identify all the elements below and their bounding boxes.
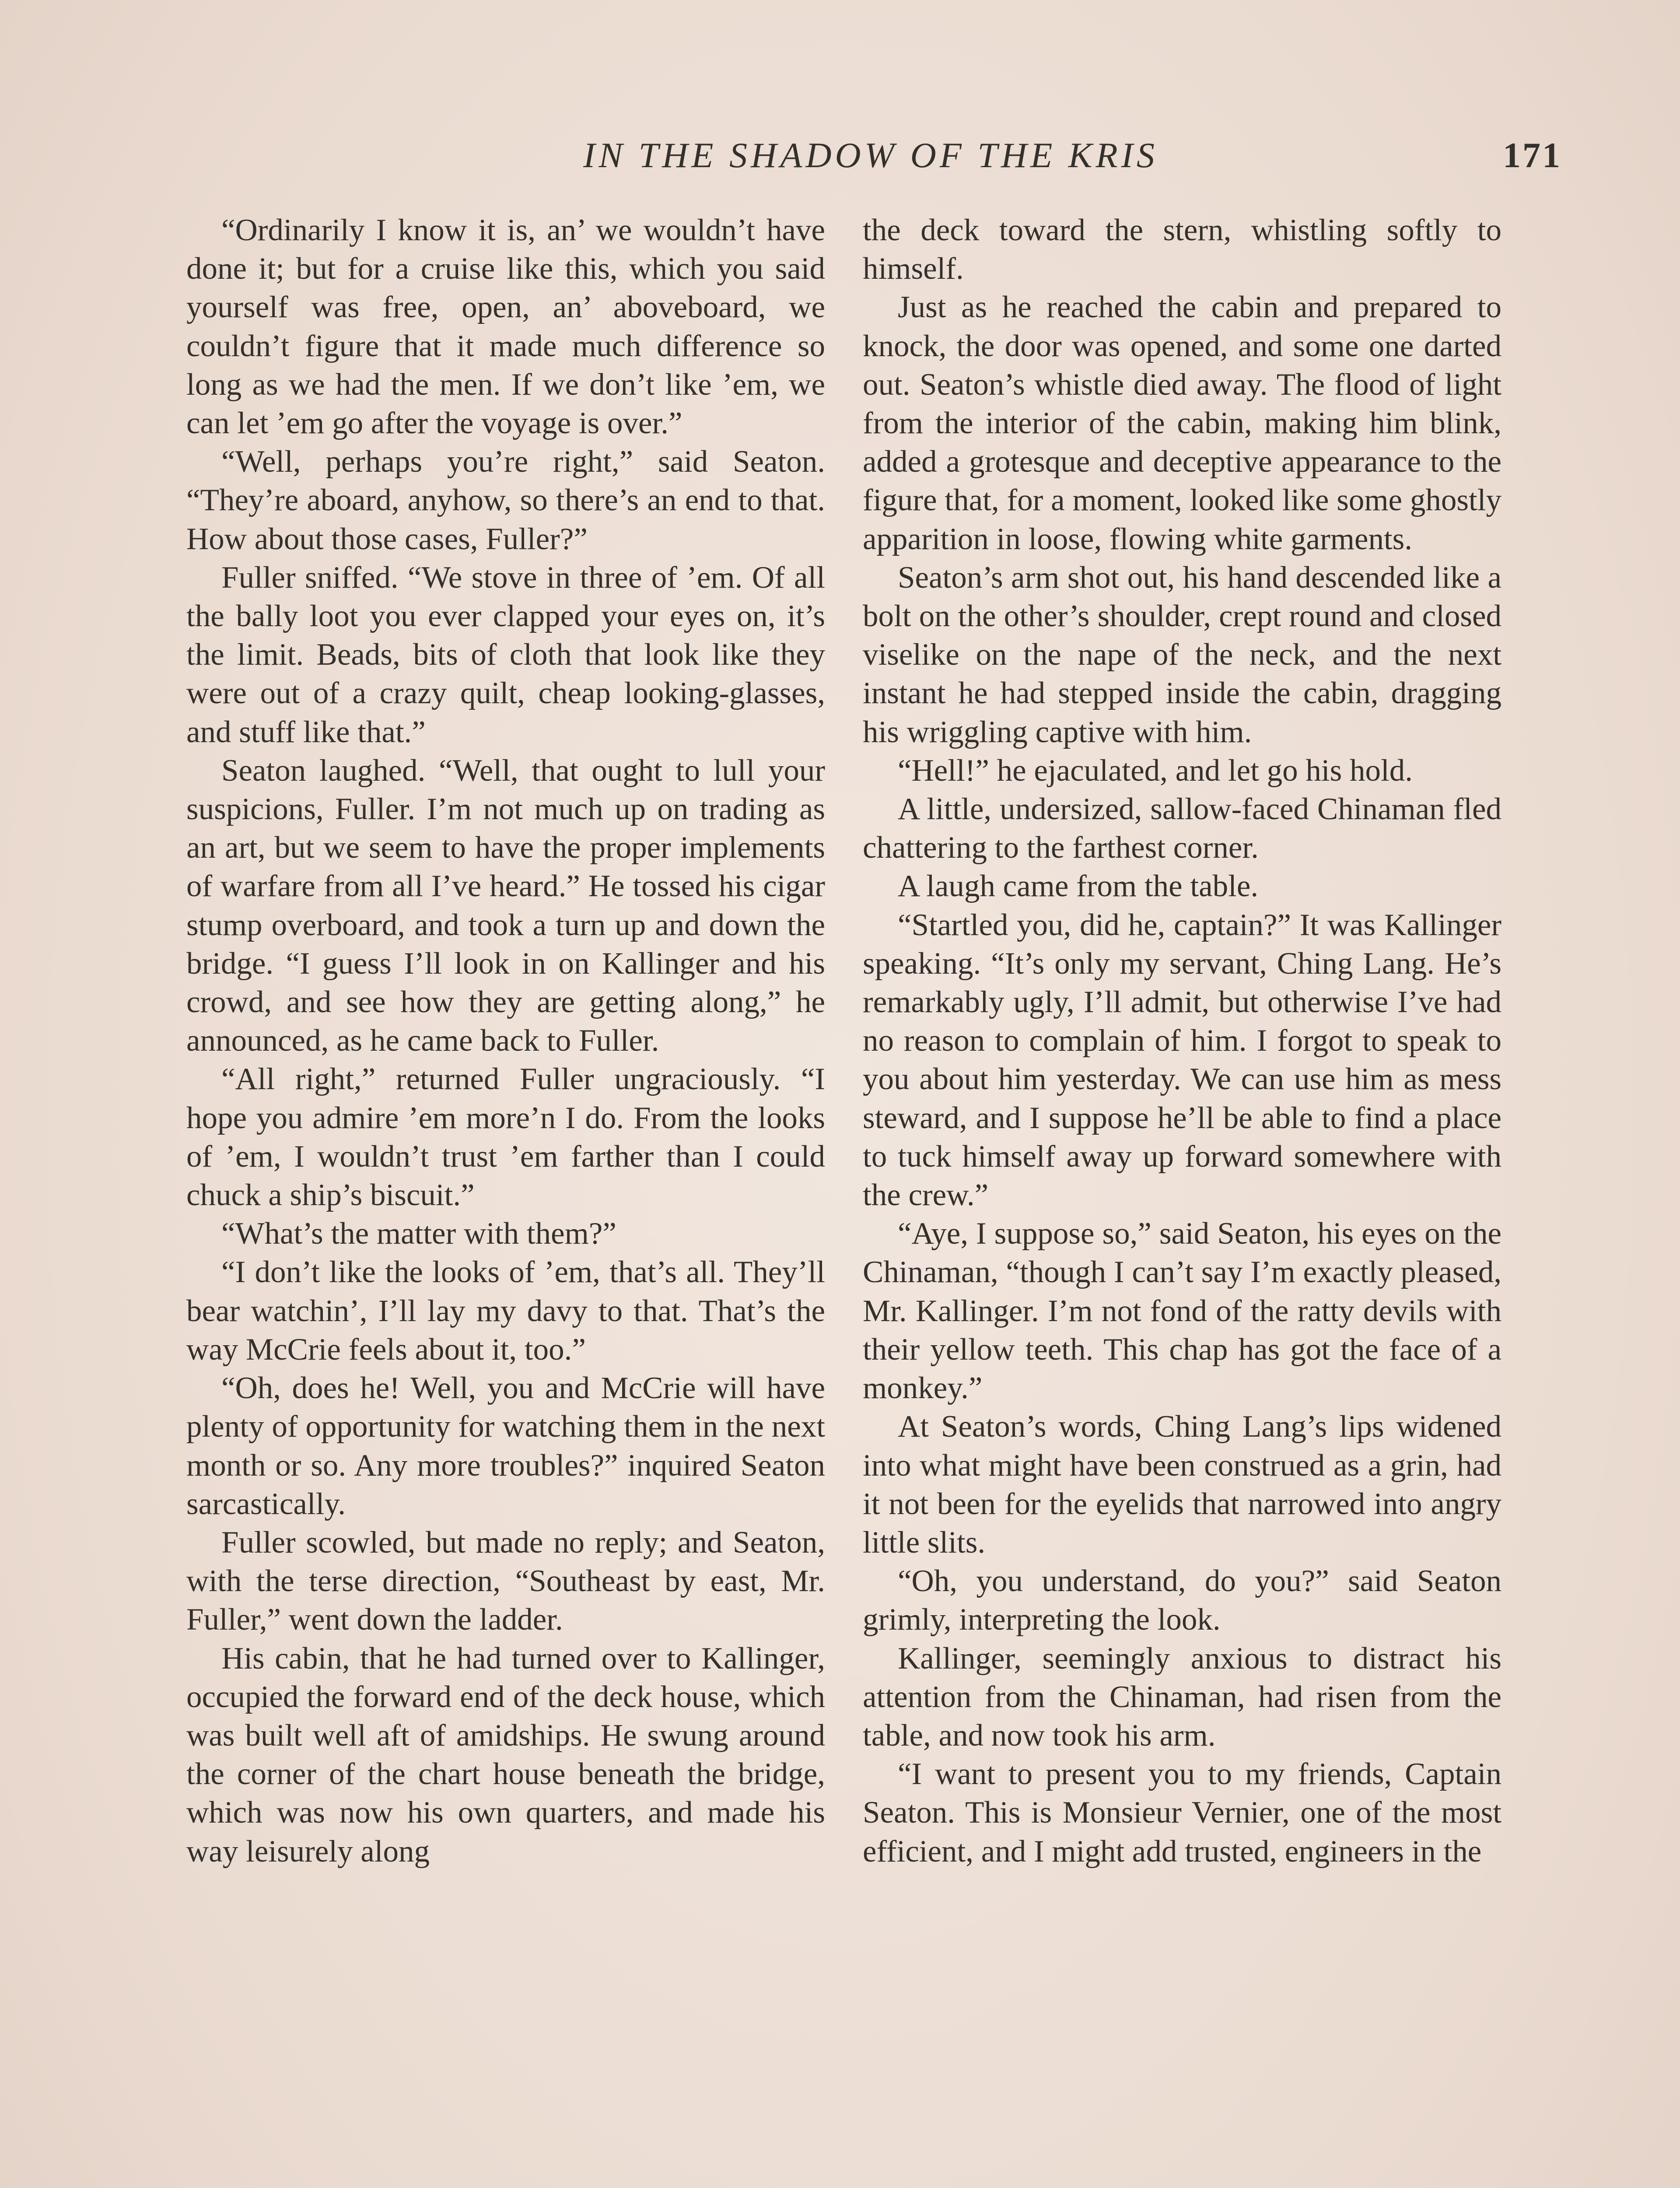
paragraph: Fuller sniffed. “We stove in three of ’em. Of all the bally loot you ever clapped your eyes on, it’s the limit. Beads, bits of cloth that look like they were out of a crazy quilt, cheap looking-glasses, and stuff like that.”	[186, 560, 825, 749]
paragraph: A laugh came from the table.	[898, 869, 1259, 904]
paragraph: Seaton’s arm shot out, his hand descended like a bolt on the other’s shoulder, crept round and closed viselike on the nape of the neck, and the next instant he had stepped inside the cabin, dragging his wriggling captive with him.	[863, 560, 1502, 749]
paragraph: A little, undersized, sallow-faced Chinaman fled chattering to the farthest corner.	[863, 792, 1502, 865]
paragraph: “Hell!” he ejaculated, and let go his hold.	[898, 753, 1413, 788]
paragraph: “Aye, I suppose so,” said Seaton, his eyes on the Chinaman, “though I can’t say I’m exactly pleased, Mr. Kallinger. I’m not fond of the ratty devils with their yellow teeth. This chap has got the face of a monkey.”	[863, 1217, 1502, 1406]
right-column	[863, 211, 1502, 1871]
page-header	[158, 127, 1562, 188]
paragraph: “Oh, you understand, do you?” said Seaton grimly, interpreting the look.	[863, 1564, 1502, 1637]
paragraph: Just as he reached the cabin and prepared to knock, the door was opened, and some one darted out. Seaton’s whistle died away. The flood of light from the interior of the cabin, making him blink, added a grotesque and deceptive appearance to the figure that, for a moment, looked like some ghostly apparition in loose, flowing white garments.	[863, 290, 1502, 556]
page-number: 171	[1503, 135, 1562, 175]
paragraph: “All right,” returned Fuller ungraciously. “I hope you admire ’em more’n I do. From the looks of ’em, I wouldn’t trust ’em farther than I could chuck a ship’s biscuit.”	[186, 1062, 825, 1213]
paragraph: “I don’t like the looks of ’em, that’s all. They’ll bear watchin’, I’ll lay my davy to that. That’s the way McCrie feels about it, too.”	[186, 1255, 825, 1367]
paragraph: “Ordinarily I know it is, an’ we wouldn’t have done it; but for a cruise like this, which you said yourself was free, open, an’ aboveboard, we couldn’t figure that it made much difference so long as we had the men. If we don’t like ’em, we can let ’em go after the voyage is over.”	[186, 213, 825, 441]
paragraph: “I want to present you to my friends, Captain Seaton. This is Monsieur Vernier, one of the most efficient, and I might add trusted, engineers in the	[863, 1757, 1502, 1869]
paragraph-continuation: the deck toward the stern, whistling softly to himself.	[863, 213, 1502, 286]
left-column	[186, 211, 825, 1871]
paragraph: “Oh, does he! Well, you and McCrie will have plenty of opportunity for watching them in the next month or so. Any more troubles?” inquired Seaton sarcastically.	[186, 1371, 825, 1521]
paragraph: “Well, perhaps you’re right,” said Seaton. “They’re aboard, anyhow, so there’s an end to that. How about those cases, Fuller?”	[186, 445, 825, 556]
running-title: IN THE SHADOW OF THE KRIS	[583, 135, 1158, 175]
paragraph: Seaton laughed. “Well, that ought to lull your suspicions, Fuller. I’m not much up on trading as an art, but we seem to have the proper implements of warfare from all I’ve heard.” He tossed his cigar stump overboard, and took a turn up and down the bridge. “I guess I’ll look in on Kallinger and his crowd, and see how they are getting along,” he announced, as he came back to Fuller.	[186, 753, 825, 1058]
paragraph: Fuller scowled, but made no reply; and Seaton, with the terse direction, “Southeast by east, Mr. Fuller,” went down the ladder.	[186, 1525, 825, 1637]
paragraph: His cabin, that he had turned over to Kallinger, occupied the forward end of the deck house, which was built well aft of amidships. He swung around the corner of the chart house beneath the bridge, which was now his own quarters, and made his way leisurely along	[186, 1641, 825, 1869]
paragraph: “Startled you, did he, captain?” It was Kallinger speaking. “It’s only my servant, Ching Lang. He’s remarkably ugly, I’ll admit, but otherwise I’ve had no reason to complain of him. I forgot to speak to you about him yesterday. We can use him as mess steward, and I suppose he’ll be able to find a place to tuck himself away up forward somewhere with the crew.”	[863, 908, 1502, 1213]
paragraph: “What’s the matter with them?”	[221, 1217, 616, 1251]
paragraph: At Seaton’s words, Ching Lang’s lips widened into what might have been construed as a grin, had it not been for the eyelids that narrowed into angry little slits.	[863, 1410, 1502, 1560]
paragraph: Kallinger, seemingly anxious to distract his attention from the Chinaman, had risen from the table, and now took his arm.	[863, 1641, 1502, 1753]
